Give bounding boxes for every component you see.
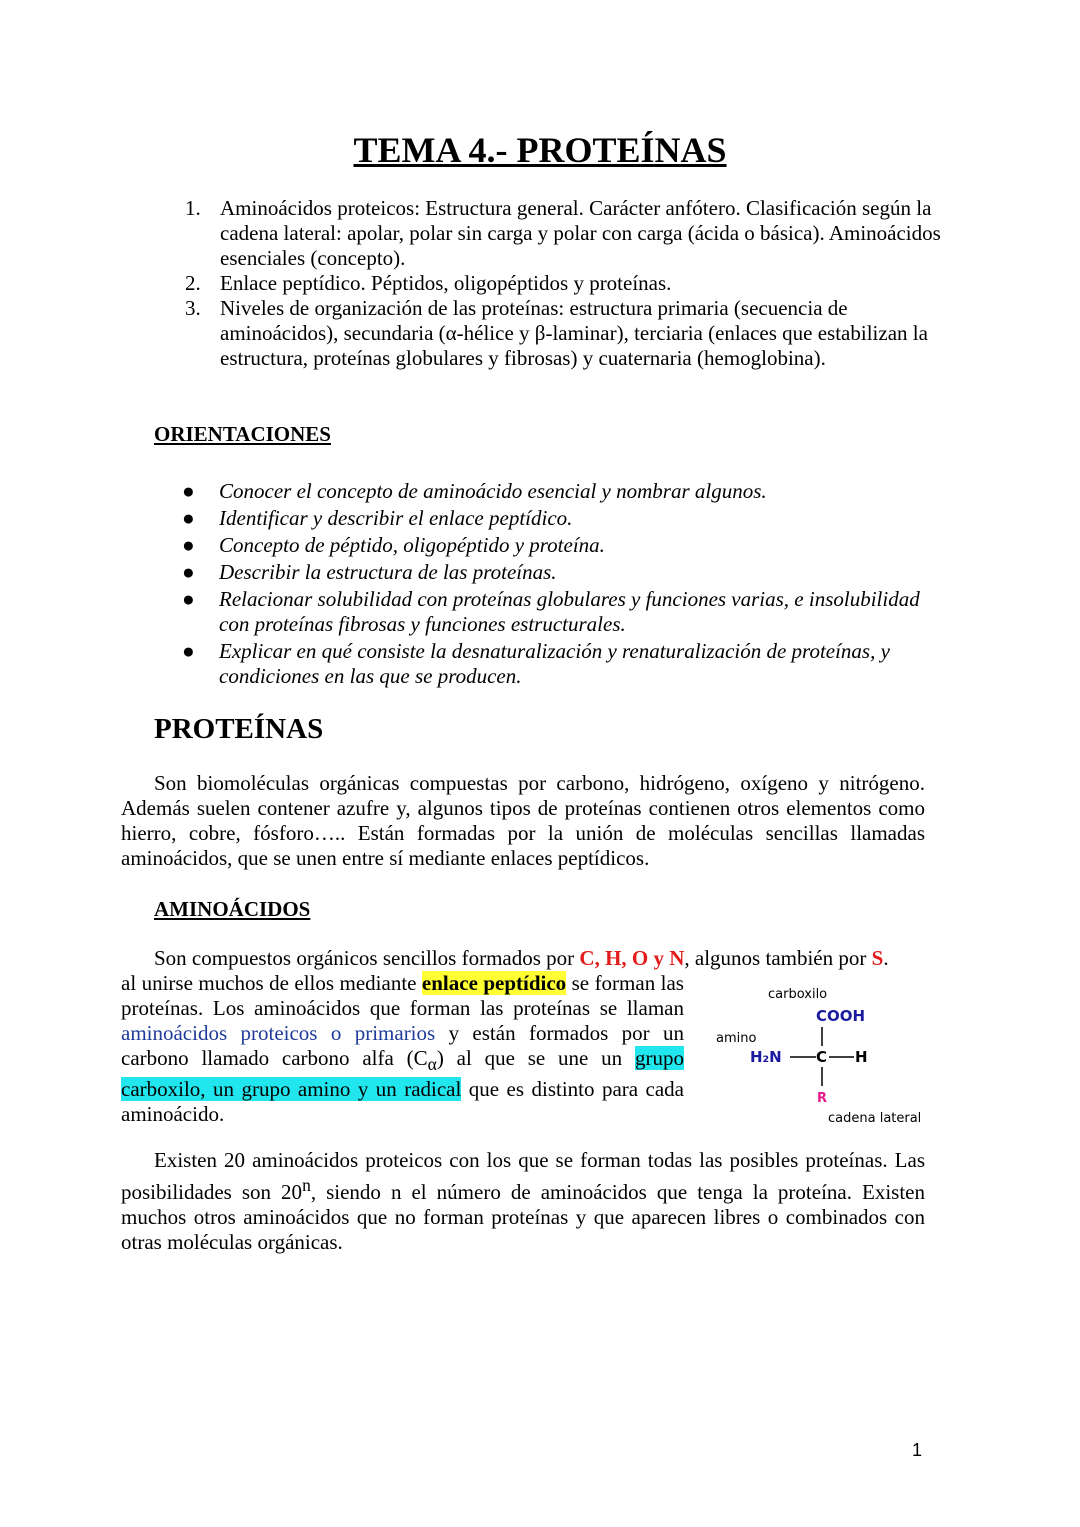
topic-item	[185, 271, 945, 296]
text-run: y están formados por un carbono llamado carbono alfa (C	[121, 1021, 684, 1070]
orientacion-text: Explicar en qué consiste la desnaturalización y renaturalización de proteínas, y condiciones en las que se producen.	[219, 639, 890, 688]
bullet-icon: ●	[182, 639, 195, 663]
orientacion-text: Concepto de péptido, oligopéptido y proteína.	[219, 533, 605, 557]
topic-text: Aminoácidos proteicos: Estructura general. Carácter anfótero. Clasificación según la cadena lateral: apolar, polar sin carga y polar con carga (ácida o básica). Aminoácidos esenciales (concepto).	[220, 196, 941, 270]
exponent: n	[302, 1175, 311, 1195]
topic-number: 2.	[185, 271, 201, 295]
proteinas-heading: PROTEÍNAS	[154, 713, 324, 745]
bullet-icon: ●	[182, 506, 195, 530]
sulfur-highlight: S	[871, 946, 884, 970]
text-run: que es distinto para cada aminoácido.	[121, 1077, 684, 1127]
cadena-lateral-label: cadena lateral	[828, 1111, 922, 1126]
aminoacidos-first-line	[154, 946, 926, 971]
cooh-group: COOH	[816, 1007, 866, 1025]
alpha-carbon: C	[816, 1048, 828, 1066]
topic-item	[185, 296, 945, 371]
proteicos-term: aminoácidos proteicos o primarios	[121, 1021, 436, 1045]
hydrogen-atom: H	[855, 1048, 868, 1066]
orientaciones-list	[182, 479, 942, 691]
aminoacidos-paragraph-2	[121, 1148, 925, 1255]
proteinas-paragraph: Son biomoléculas orgánicas compuestas por carbono, hidrógeno, oxígeno y nitrógeno. Además suelen contener azufre y, algunos tipos de proteínas contienen otros elementos como hierro, cobre, fósforo….. Están formadas por la unión de moléculas sencillas llamadas aminoácidos, que se unen entre sí mediante enlaces peptídicos.	[121, 771, 925, 870]
orientacion-text: Conocer el concepto de aminoácido esencial y nombrar algunos.	[219, 479, 767, 503]
text-run: Existen 20 aminoácidos proteicos con los que se forman todas las posibles proteínas. Las posibilidades son 20	[121, 1148, 925, 1204]
bullet-icon: ●	[182, 560, 195, 584]
aminoacidos-paragraph	[121, 971, 684, 1127]
text-run: al unirse muchos de ellos mediante	[121, 971, 422, 995]
enlace-peptidico-highlight: enlace peptídico	[421, 971, 567, 995]
orientacion-text: Relacionar solubilidad con proteínas globulares y funciones varias, e insolubilidad con proteínas fibrosas y funciones estructurales.	[219, 587, 920, 636]
text-run: se forman las proteínas. Los aminoácidos que forman las proteínas se llaman	[121, 971, 684, 1020]
aminoacidos-heading: AMINOÁCIDOS	[154, 897, 311, 921]
orientacion-text: Describir la estructura de las proteínas.	[219, 560, 557, 584]
text-run: .	[883, 946, 889, 970]
elements-highlight: C, H, O y N	[579, 946, 685, 970]
bullet-icon: ●	[182, 479, 195, 503]
text-run: Son compuestos orgánicos sencillos formados por	[154, 946, 580, 970]
topics-list	[185, 196, 945, 371]
orientacion-item	[182, 587, 942, 637]
page-title: TEMA 4.- PROTEÍNAS	[353, 130, 727, 170]
grupos-highlight: grupo carboxilo, un grupo amino y un radical	[121, 1046, 684, 1102]
orientaciones-heading: ORIENTACIONES	[154, 422, 331, 446]
orientacion-item	[182, 479, 942, 504]
orientacion-item	[182, 560, 942, 585]
carboxilo-label: carboxilo	[768, 987, 828, 1002]
text-run: , algunos también por	[684, 946, 872, 970]
topic-text: Niveles de organización de las proteínas: estructura primaria (secuencia de aminoácidos), secundaria (α-hélice y β-laminar), terciaria (enlaces que estabilizan la estructura, proteínas globulares y fibrosas) y cuaternaria (hemoglobina).	[220, 296, 928, 370]
topic-text: Enlace peptídico. Péptidos, oligopéptidos y proteínas.	[220, 271, 672, 295]
orientacion-text: Identificar y describir el enlace peptídico.	[219, 506, 573, 530]
radical-r: R	[817, 1091, 828, 1106]
orientacion-item	[182, 506, 942, 531]
text-run: ) al que se une un	[436, 1046, 635, 1070]
alpha-subscript: α	[427, 1054, 437, 1075]
page-number: 1	[912, 1440, 923, 1460]
text-run: , siendo n el número de aminoácidos que tenga la proteína. Existen muchos otros aminoácidos que no forman proteínas y que aparecen libres o combinados con otras moléculas orgánicas.	[121, 1180, 925, 1254]
amino-label: amino	[716, 1031, 757, 1046]
h2n-group: H₂N	[750, 1048, 782, 1066]
bullet-icon: ●	[182, 533, 195, 557]
topic-number: 1.	[185, 196, 201, 220]
orientacion-item	[182, 533, 942, 558]
topic-number: 3.	[185, 296, 201, 320]
bullet-icon: ●	[182, 587, 195, 611]
orientacion-item	[182, 639, 942, 689]
topic-item	[185, 196, 945, 271]
amino-acid-structure-diagram	[712, 980, 928, 1130]
